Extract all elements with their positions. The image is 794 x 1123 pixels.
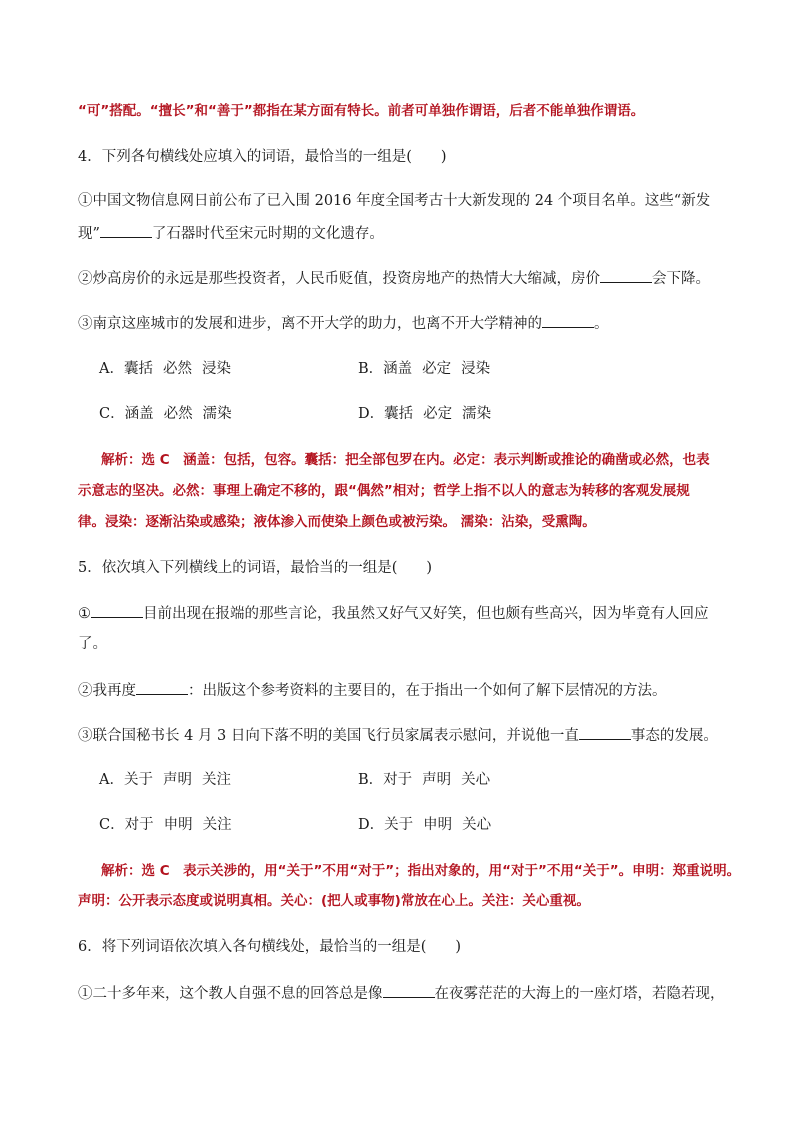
q4-blank-2[interactable]: [600, 268, 652, 283]
q5-analysis-line-2: 声明：公开表示态度或说明真相。关心：(把人或事物)常放在心上。关注：关心重视。: [78, 893, 590, 909]
q4-sentence-1-line-1: ①中国文物信息网日前公布了已入围 2016 年度全国考古十大新发现的 24 个项目名单。这些“新发: [78, 193, 711, 209]
q5-analysis-line-1: 解析：选 C 表示关涉的，用“关于”不用“对于”；指出对象的，用“对于”不用“关于”。申明：郑重说明。: [101, 863, 741, 879]
q5-s3-post: 事态的发展。: [630, 728, 718, 744]
q5-sentence-1-line-1: [0, 603, 794, 624]
q4-s1-post: 了石器时代至宋元时期的文化遗存。: [151, 226, 384, 242]
q5-sentence-3: [0, 725, 794, 746]
q4-blank-1[interactable]: [100, 223, 152, 238]
q4-option-d[interactable]: D．囊括 必定 濡染: [358, 406, 492, 422]
q5-blank-1[interactable]: [91, 603, 143, 618]
q4-sentence-2: [0, 268, 794, 289]
q5-blank-2[interactable]: [136, 680, 188, 695]
q5-s2-post: ：出版这个参考资料的主要目的，在于指出一个如何了解下层情况的方法。: [188, 683, 667, 699]
q5-blank-3[interactable]: [579, 725, 631, 740]
q6-blank-1[interactable]: [383, 983, 435, 998]
q4-sentence-1-line-2: [0, 223, 794, 244]
q5-sentence-1-line-2: 了。: [78, 636, 107, 652]
q6-sentence-1: [0, 983, 794, 1004]
q5-option-d[interactable]: D．关于 申明 关心: [358, 817, 492, 833]
answer-note: “可”搭配。“擅长”和“善于”都指在某方面有特长。前者可单独作谓语，后者不能单独作谓语。: [78, 103, 645, 119]
q4-s1-pre: 现”: [78, 226, 100, 242]
q4-option-a[interactable]: A．囊括 必然 浸染: [99, 361, 231, 377]
question-5-stem: 5．依次填入下列横线上的词语，最恰当的一组是( ): [78, 560, 433, 576]
q4-option-b[interactable]: B．涵盖 必定 浸染: [358, 361, 491, 377]
q6-s1-pre: ①二十多年来，这个教人自强不息的回答总是像: [78, 986, 383, 1002]
question-4-stem: 4．下列各句横线处应填入的词语，最恰当的一组是( ): [78, 149, 447, 165]
q4-s2-post: 会下降。: [652, 271, 710, 287]
q6-s1-post: 在夜雾茫茫的大海上的一座灯塔，若隐若现，: [434, 986, 725, 1002]
q4-analysis-line-2: 示意志的坚决。必然：事理上确定不移的，跟“偶然”相对；哲学上指不以人的意志为转移的客观发展规: [78, 483, 690, 499]
q5-s3-pre: ③联合国秘书长 4 月 3 日向下落不明的美国飞行员家属表示慰问，并说他一直: [78, 728, 579, 744]
q5-s1-pre: ①: [78, 606, 91, 622]
q5-sentence-2: [0, 680, 794, 701]
q4-option-c[interactable]: C．涵盖 必然 濡染: [99, 406, 232, 422]
q5-s2-pre: ②我再度: [78, 683, 136, 699]
q4-s3-pre: ③南京这座城市的发展和进步，离不开大学的助力，也离不开大学精神的: [78, 316, 542, 332]
q5-option-c[interactable]: C．对于 申明 关注: [99, 817, 232, 833]
q5-option-b[interactable]: B．对于 声明 关心: [358, 772, 491, 788]
q4-sentence-3: [0, 313, 794, 334]
q5-option-a[interactable]: A．关于 声明 关注: [99, 772, 231, 788]
q5-s1-post: 目前出现在报端的那些言论，我虽然又好气又好笑，但也颇有些高兴，因为毕竟有人回应: [143, 606, 709, 622]
q4-analysis-line-1: 解析：选 C 涵盖：包括，包容。囊括：把全部包罗在内。必定：表示判断或推论的确凿或必然，也表: [101, 452, 710, 468]
question-6-stem: 6．将下列词语依次填入各句横线处，最恰当的一组是( ): [78, 939, 462, 955]
q4-s3-post: 。: [594, 316, 609, 332]
q4-s2-pre: ②炒高房价的永远是那些投资者，人民币贬值，投资房地产的热情大大缩减，房价: [78, 271, 600, 287]
q4-analysis-line-3: 律。浸染：逐渐沾染或感染；液体渗入而使染上颜色或被污染。 濡染：沾染，受熏陶。: [78, 514, 596, 530]
q4-blank-3[interactable]: [542, 313, 594, 328]
